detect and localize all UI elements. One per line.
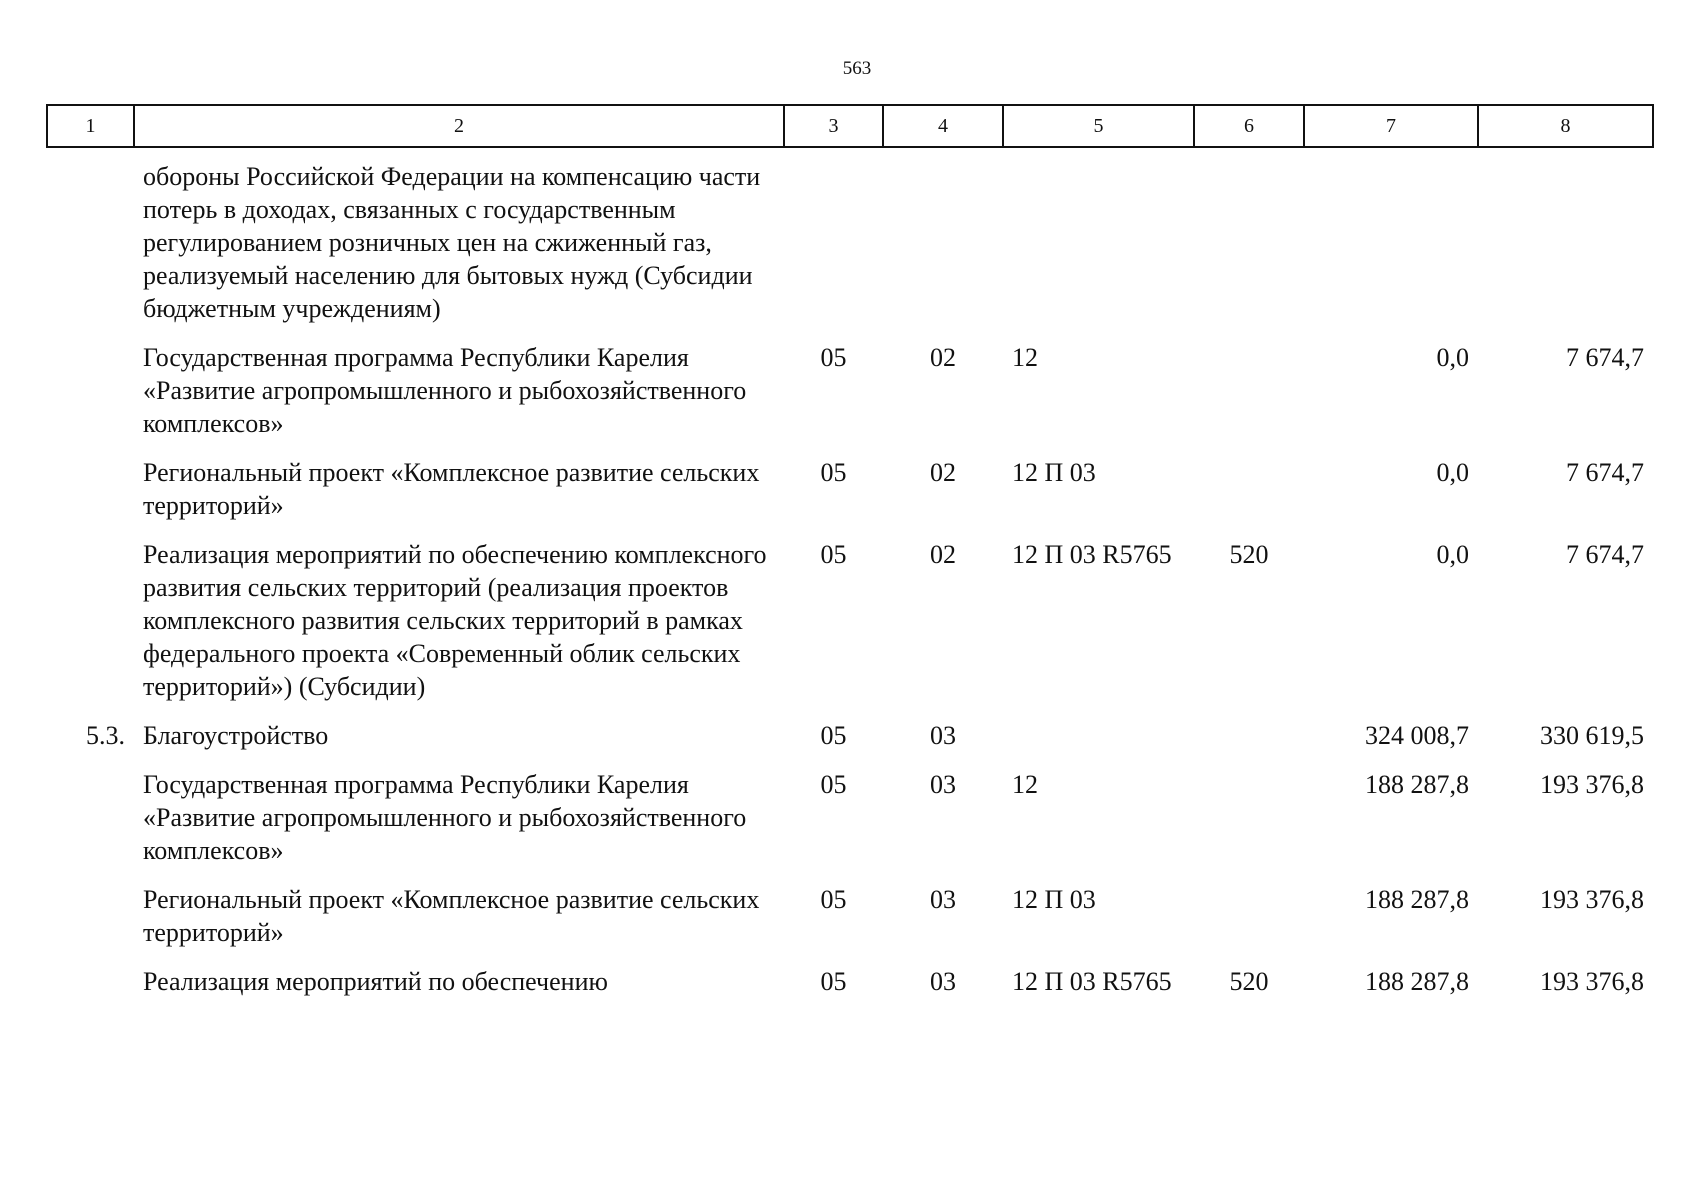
row-amount-year-1: 324 008,7 [1365,721,1469,750]
row-subsection: 03 [930,967,956,996]
row-section: 05 [820,343,847,372]
row-amount-year-1: 0,0 [1436,458,1469,487]
row-number [47,538,134,719]
table-row [47,768,1653,883]
row-target-article: 12 П 03 [1012,458,1096,487]
page-number: 563 [842,58,872,79]
row-expense-type [1194,456,1304,538]
row-amount-year-2: 193 376,8 [1540,885,1644,914]
row-name: Региональный проект «Комплексное развитие сельских территорий» [143,885,760,947]
row-name: Реализация мероприятий по обеспечению комплексного развития сельских территорий (реализация проектов комплексного развития сельских территорий в рамках федерального проекта «Современный облик сельских территорий») (Субсидии) [143,540,767,701]
row-section: 05 [820,885,847,914]
header-col-4: 4 [883,105,1003,147]
row-amount-year-1: 188 287,8 [1365,770,1469,799]
row-name: Региональный проект «Комплексное развитие сельских территорий» [143,458,760,520]
header-row [47,105,1653,147]
row-name: Благоустройство [143,721,329,750]
header-col-2: 2 [134,105,784,147]
table-row [47,965,1653,998]
row-name: обороны Российской Федерации на компенсацию части потерь в доходах, связанных с государственным регулированием розничных цен на сжиженный газ, реализуемый населению для бытовых нужд (Субсидии бюджетным учреждениям) [143,162,761,323]
row-amount-year-1: 188 287,8 [1365,967,1469,996]
row-number [47,768,134,883]
table-header [47,105,1653,147]
table-row [47,456,1653,538]
row-number [47,147,134,341]
row-amount-year-2: 330 619,5 [1540,721,1644,750]
row-subsection: 02 [930,458,956,487]
row-number [47,456,134,538]
row-target-article: 12 П 03 R5765 [1012,967,1172,996]
row-expense-type [1194,883,1304,965]
row-expense-type [1194,768,1304,883]
budget-table [46,104,1654,998]
row-subsection: 03 [930,721,956,750]
row-section: 05 [820,967,847,996]
header-col-5: 5 [1003,105,1194,147]
row-amount-year-2: 7 674,7 [1566,458,1644,487]
row-name: Государственная программа Республики Карелия «Развитие агропромышленного и рыбохозяйственного комплексов» [143,343,747,438]
row-section: 05 [820,770,847,799]
row-amount-year-2 [1478,147,1653,341]
row-number: 5.3. [86,721,125,750]
row-name: Государственная программа Республики Карелия «Развитие агропромышленного и рыбохозяйственного комплексов» [143,770,747,865]
table-row [47,719,1653,768]
row-amount-year-2: 7 674,7 [1566,540,1644,569]
row-amount-year-2: 193 376,8 [1540,967,1644,996]
row-name: Реализация мероприятий по обеспечению [143,967,608,996]
header-col-1: 1 [47,105,134,147]
row-expense-type: 520 [1229,967,1269,996]
header-col-7: 7 [1304,105,1478,147]
row-number [47,341,134,456]
row-subsection: 02 [930,540,956,569]
row-number [47,883,134,965]
row-target-article: 12 П 03 [1012,885,1096,914]
table-row [47,538,1653,719]
row-target-article [1003,147,1194,341]
row-target-article: 12 [1012,770,1038,799]
header-col-3: 3 [784,105,883,147]
table-row [47,341,1653,456]
row-subsection: 03 [930,770,956,799]
row-expense-type [1194,147,1304,341]
row-amount-year-1 [1304,147,1478,341]
table-row [47,147,1653,341]
row-amount-year-1: 0,0 [1436,343,1469,372]
header-col-6: 6 [1194,105,1304,147]
row-subsection: 02 [930,343,956,372]
row-amount-year-1: 0,0 [1436,540,1469,569]
row-number [47,965,134,998]
row-section: 05 [820,721,847,750]
table-row [47,883,1653,965]
row-section: 05 [820,540,847,569]
header-col-8: 8 [1478,105,1653,147]
row-target-article: 12 П 03 R5765 [1012,540,1172,569]
row-subsection: 03 [930,885,956,914]
row-target-article [1003,719,1194,768]
row-expense-type [1194,719,1304,768]
row-target-article: 12 [1012,343,1038,372]
table-body [47,147,1653,998]
row-amount-year-1: 188 287,8 [1365,885,1469,914]
row-subsection [883,147,1003,341]
row-expense-type: 520 [1229,540,1269,569]
row-section: 05 [820,458,847,487]
row-expense-type [1194,341,1304,456]
row-amount-year-2: 7 674,7 [1566,343,1644,372]
row-amount-year-2: 193 376,8 [1540,770,1644,799]
row-section [784,147,883,341]
